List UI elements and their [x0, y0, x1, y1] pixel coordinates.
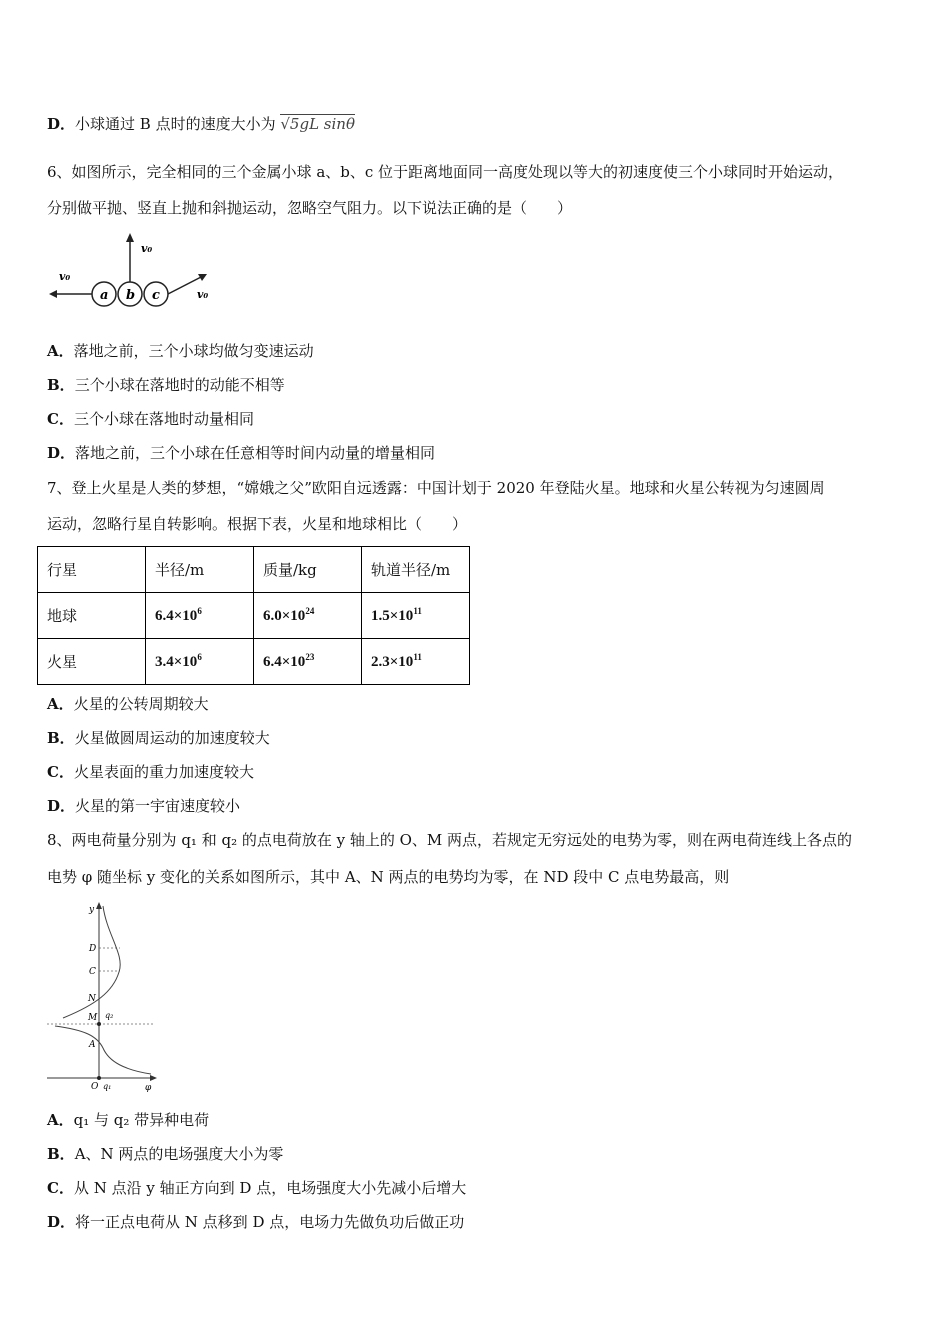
header-radius: 半径/m — [146, 547, 254, 593]
mass-cell: $6.0\times 10^{24}$ — [254, 593, 362, 639]
option-letter: A． — [47, 1111, 74, 1129]
header-mass: 质量/kg — [254, 547, 362, 593]
option-letter: C． — [47, 1179, 74, 1197]
q8-stem-line2: 电势 φ 随坐标 y 变化的关系如图所示，其中 A、N 两点的电势均为零，在 ND 段中 C 点电势最高，则 — [47, 868, 730, 886]
planet-name: 地球 — [38, 593, 146, 639]
radius-cell: $6.4\times 10^6$ — [146, 593, 254, 639]
header-orbit: 轨道半径/m — [362, 547, 470, 593]
option-text: 火星做圆周运动的加速度较大 — [74, 729, 270, 747]
q6-stem-line2: 分别做平抛、竖直上抛和斜抛运动，忽略空气阻力。以下说法正确的是（ ） — [47, 199, 573, 217]
option-text: 从 N 点沿 y 轴正方向到 D 点，电场强度大小先减小后增大 — [73, 1179, 467, 1197]
option-letter: C． — [47, 763, 74, 781]
option-letter: B． — [47, 376, 75, 394]
speed-formula: √5gL sinθ — [280, 115, 355, 133]
velocity-label-left: v₀ — [59, 270, 71, 283]
q8-option-a — [47, 1110, 209, 1130]
option-letter: D． — [47, 1213, 76, 1231]
option-text: 火星的第一宇宙速度较小 — [75, 797, 241, 815]
question-number: 7、 — [47, 479, 72, 497]
q6-option-c — [47, 409, 254, 429]
option-letter: C． — [47, 410, 74, 428]
q7-option-a — [47, 694, 209, 714]
velocity-label-oblique: v₀ — [197, 288, 209, 301]
option-letter: D． — [47, 444, 76, 462]
radius-cell: $3.4\times 10^6$ — [146, 639, 254, 685]
q6-option-b — [47, 375, 285, 395]
ball-label-a: a — [100, 288, 109, 303]
planet-table — [37, 546, 470, 685]
orbit-cell: $1.5\times 10^{11}$ — [362, 593, 470, 639]
table-row — [38, 593, 470, 639]
option-letter: D． — [47, 115, 76, 133]
question-stem: 两电荷量分别为 q₁ 和 q₂ 的点电荷放在 y 轴上的 O、M 两点，若规定无穷远处的电势为零，则在两电荷连线上各点的 — [71, 831, 853, 849]
mass-cell: $6.4\times 10^{23}$ — [254, 639, 362, 685]
option-text: A、N 两点的电场强度大小为零 — [74, 1145, 284, 1163]
q6-figure — [45, 230, 225, 310]
q6-option-a — [47, 341, 314, 361]
q8-option-c — [47, 1178, 466, 1198]
q7-stem-line2: 运动，忽略行星自转影响。根据下表，火星和地球相比（ ） — [47, 515, 468, 533]
option-text: 小球通过 B 点时的速度大小为 — [75, 115, 281, 133]
ball-label-c: c — [152, 288, 160, 303]
q8-potential-graph — [45, 900, 160, 1092]
q7-option-d — [47, 796, 240, 816]
label-D: D — [89, 944, 97, 954]
option-letter: A． — [47, 695, 74, 713]
table-row — [38, 639, 470, 685]
option-text: 三个小球在落地时的动能不相等 — [74, 376, 285, 394]
q7-stem-line1 — [47, 478, 825, 498]
velocity-label-up: v₀ — [141, 242, 153, 255]
option-text: 落地之前，三个小球在任意相等时间内动量的增量相同 — [75, 444, 436, 462]
ball-label-b: b — [126, 288, 136, 303]
question-number: 8、 — [47, 831, 72, 849]
q7-option-b — [47, 728, 270, 748]
label-A: A — [89, 1040, 96, 1050]
option-text: q₁ 与 q₂ 带异种电荷 — [73, 1111, 210, 1129]
option-text: 火星的公转周期较大 — [73, 695, 209, 713]
q8-stem-line1 — [47, 830, 852, 850]
option-text: 三个小球在落地时动量相同 — [73, 410, 254, 428]
option-letter: B． — [47, 729, 75, 747]
q5-option-d — [47, 114, 355, 134]
header-planet: 行星 — [38, 547, 146, 593]
q7-option-c — [47, 762, 254, 782]
q8-option-d — [47, 1212, 464, 1232]
option-letter: A． — [47, 342, 74, 360]
q8-option-b — [47, 1144, 283, 1164]
question-number: 6、 — [47, 163, 72, 181]
option-text: 将一正点电荷从 N 点移到 D 点，电场力先做负功后做正功 — [75, 1213, 465, 1231]
option-text: 落地之前，三个小球均做匀变速运动 — [73, 342, 314, 360]
label-q1: q₁ — [103, 1082, 112, 1091]
label-M: M — [88, 1013, 98, 1023]
option-letter: D． — [47, 797, 76, 815]
q6-option-d — [47, 443, 435, 463]
question-stem: 如图所示，完全相同的三个金属小球 a、b、c 位于距离地面同一高度处现以等大的初速度使三个小球同时开始运动， — [71, 163, 844, 181]
q6-stem-line1 — [47, 162, 843, 182]
label-q2: q₂ — [105, 1011, 114, 1020]
label-N: N — [88, 994, 96, 1004]
question-stem: 登上火星是人类的梦想，“嫦娥之父”欧阳自远透露：中国计划于 2020 年登陆火星。地球和火星公转视为匀速圆周 — [71, 479, 825, 497]
option-text: 火星表面的重力加速度较大 — [73, 763, 254, 781]
label-O: O — [91, 1082, 99, 1092]
table-header-row — [38, 547, 470, 593]
option-letter: B． — [47, 1145, 75, 1163]
axis-label-y: y — [89, 905, 95, 915]
orbit-cell: $2.3\times 10^{11}$ — [362, 639, 470, 685]
label-C: C — [89, 967, 96, 977]
planet-name: 火星 — [38, 639, 146, 685]
axis-label-phi: φ — [145, 1083, 152, 1092]
